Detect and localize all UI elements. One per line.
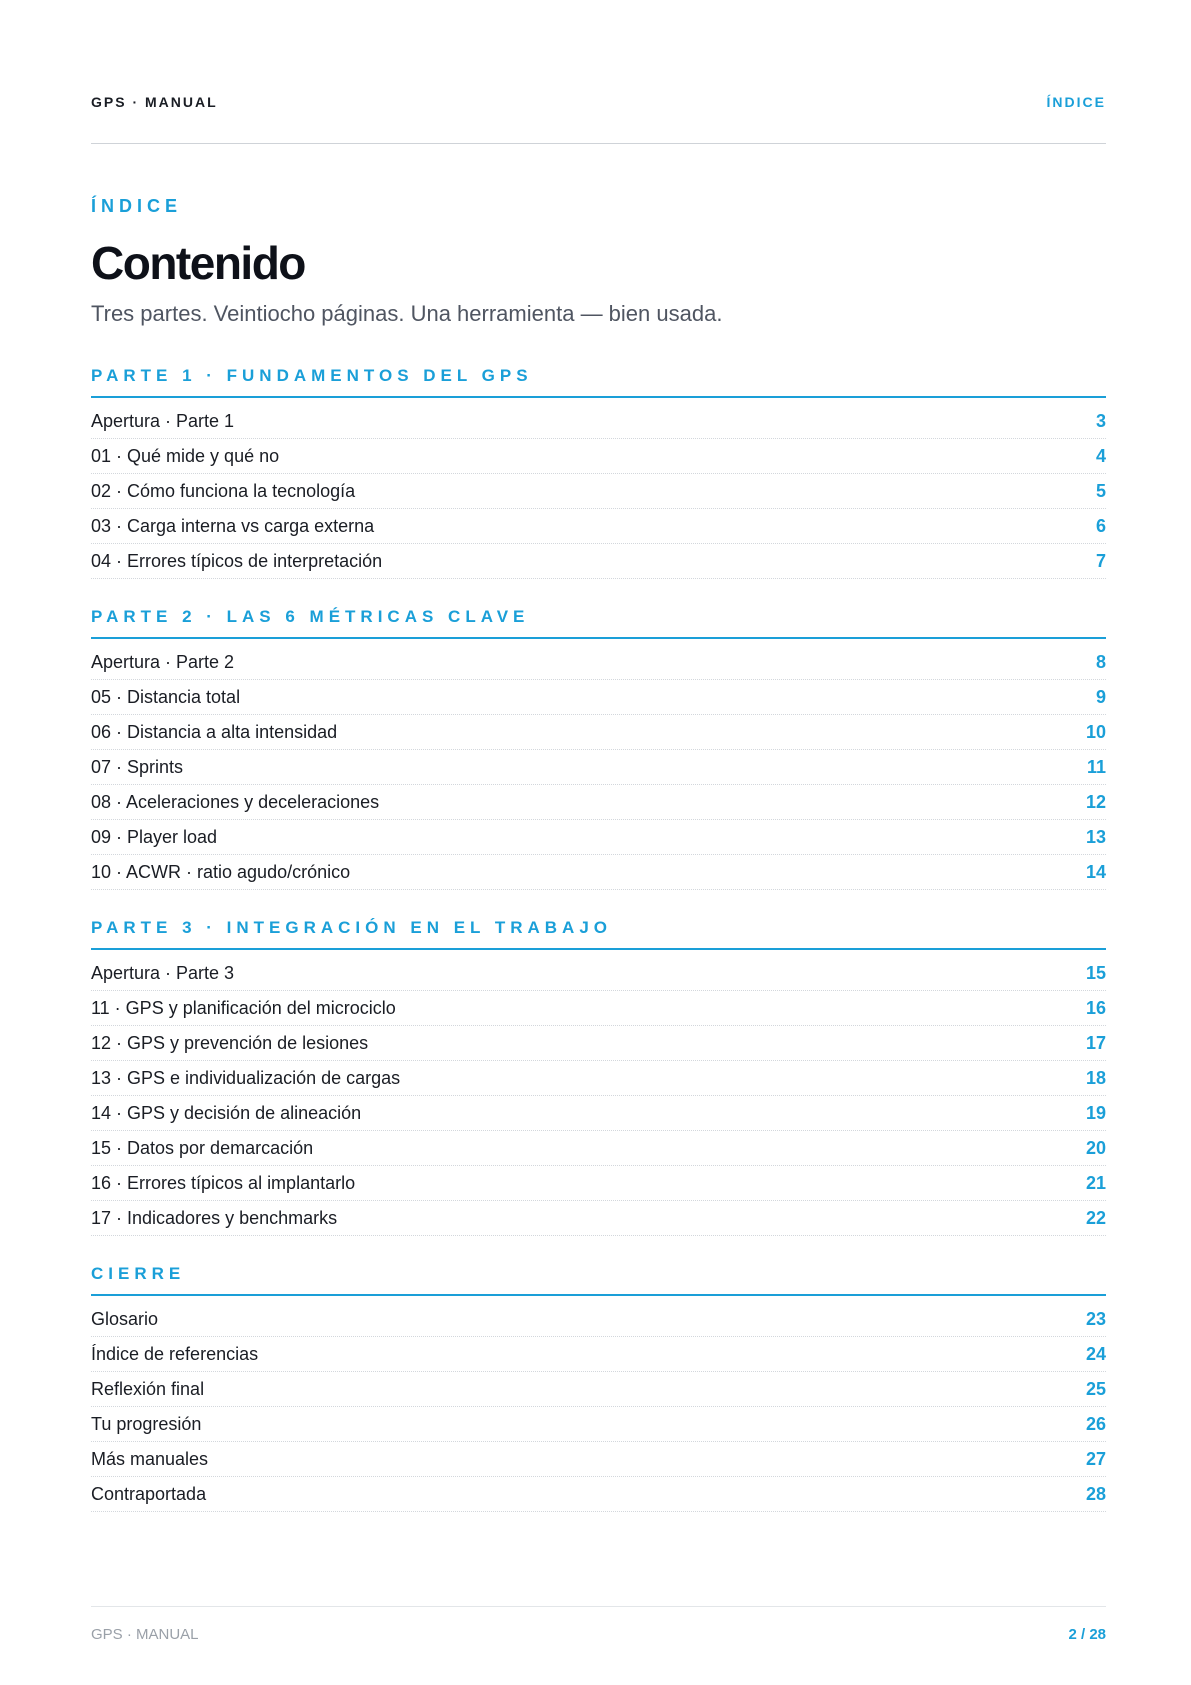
toc-entry[interactable]	[91, 544, 1106, 579]
toc-entry-label: 17 · Indicadores y benchmarks	[91, 1207, 338, 1228]
toc-entry-page-number: 14	[1085, 861, 1106, 882]
toc-entry[interactable]	[91, 474, 1106, 509]
toc-entry[interactable]	[91, 1337, 1106, 1372]
toc-entry[interactable]	[91, 1201, 1106, 1236]
toc-entry-page-number: 16	[1085, 997, 1106, 1018]
toc-entry[interactable]	[91, 439, 1106, 474]
footer-page-indicator: 2 / 28	[1068, 1626, 1106, 1643]
toc-entry-page-number: 8	[1095, 651, 1106, 672]
toc-entry-label: 05 · Distancia total	[91, 686, 241, 707]
page-title: Contenido	[91, 237, 305, 289]
toc-entry-page-number: 13	[1085, 826, 1106, 847]
toc-entry-label: Índice de referencias	[91, 1343, 259, 1364]
toc-section	[91, 912, 1106, 1236]
toc-entry[interactable]	[91, 785, 1106, 820]
toc-entry-page-number: 5	[1095, 480, 1106, 501]
toc-entry-label: 08 · Aceleraciones y deceleraciones	[91, 791, 380, 812]
eyebrow: ÍNDICE	[91, 196, 183, 216]
toc-entry[interactable]	[91, 855, 1106, 890]
toc-entry[interactable]	[91, 1026, 1106, 1061]
toc-entry[interactable]	[91, 1131, 1106, 1166]
toc-entry-label: Contraportada	[91, 1483, 207, 1504]
toc-entry-label: 03 · Carga interna vs carga externa	[91, 515, 375, 536]
toc-entry-label: 09 · Player load	[91, 826, 218, 847]
toc-entry[interactable]	[91, 820, 1106, 855]
toc-entry[interactable]	[91, 680, 1106, 715]
header-divider	[91, 143, 1106, 144]
toc-entry-label: Apertura · Parte 1	[91, 410, 235, 431]
table-of-contents	[91, 360, 1106, 1512]
toc-entry[interactable]	[91, 956, 1106, 991]
page-header	[91, 94, 1106, 114]
toc-entry-label: Más manuales	[91, 1448, 209, 1469]
header-doc-title: GPS · MANUAL	[91, 94, 218, 110]
toc-entry-page-number: 18	[1085, 1067, 1106, 1088]
toc-entry-page-number: 15	[1085, 962, 1106, 983]
toc-entry-page-number: 20	[1085, 1137, 1106, 1158]
toc-entry-label: Tu progresión	[91, 1413, 202, 1434]
toc-entry[interactable]	[91, 1302, 1106, 1337]
toc-entry-page-number: 17	[1085, 1032, 1106, 1053]
toc-entry[interactable]	[91, 1372, 1106, 1407]
toc-entry-page-number: 10	[1085, 721, 1106, 742]
toc-entry[interactable]	[91, 1166, 1106, 1201]
toc-entry[interactable]	[91, 1096, 1106, 1131]
toc-entry[interactable]	[91, 1442, 1106, 1477]
toc-entry-page-number: 23	[1085, 1308, 1106, 1329]
toc-section	[91, 601, 1106, 890]
toc-entry[interactable]	[91, 645, 1106, 680]
toc-entry[interactable]	[91, 1407, 1106, 1442]
toc-entry-page-number: 7	[1095, 550, 1106, 571]
toc-entry-label: Apertura · Parte 2	[91, 651, 235, 672]
toc-entry-label: 14 · GPS y decisión de alineación	[91, 1102, 362, 1123]
toc-entry-label: Glosario	[91, 1308, 159, 1329]
section-title: PARTE 1 · FUNDAMENTOS DEL GPS	[91, 360, 1106, 398]
toc-entry-page-number: 24	[1085, 1343, 1106, 1364]
header-section-label: ÍNDICE	[1046, 94, 1106, 110]
toc-entry-page-number: 12	[1085, 791, 1106, 812]
page-subtitle: Tres partes. Veintiocho páginas. Una herramienta — bien usada.	[91, 301, 723, 326]
toc-entry-page-number: 21	[1085, 1172, 1106, 1193]
toc-entry-page-number: 25	[1085, 1378, 1106, 1399]
section-title: PARTE 3 · INTEGRACIÓN EN EL TRABAJO	[91, 912, 1106, 950]
footer-divider	[91, 1606, 1106, 1607]
toc-section	[91, 1258, 1106, 1512]
toc-entry-page-number: 3	[1095, 410, 1106, 431]
toc-entry-label: 15 · Datos por demarcación	[91, 1137, 314, 1158]
toc-entry-label: 16 · Errores típicos al implantarlo	[91, 1172, 356, 1193]
toc-entry-page-number: 27	[1085, 1448, 1106, 1469]
toc-entry-label: 04 · Errores típicos de interpretación	[91, 550, 383, 571]
toc-entry[interactable]	[91, 1477, 1106, 1512]
toc-entry-page-number: 9	[1095, 686, 1106, 707]
toc-entry-page-number: 4	[1095, 445, 1106, 466]
toc-entry-page-number: 6	[1095, 515, 1106, 536]
toc-entry[interactable]	[91, 404, 1106, 439]
toc-entry-label: 12 · GPS y prevención de lesiones	[91, 1032, 369, 1053]
toc-entry-page-number: 26	[1085, 1413, 1106, 1434]
toc-entry[interactable]	[91, 750, 1106, 785]
toc-entry-page-number: 22	[1085, 1207, 1106, 1228]
toc-entry-page-number: 28	[1085, 1483, 1106, 1504]
toc-entry-label: 11 · GPS y planificación del microciclo	[91, 997, 396, 1018]
page	[91, 0, 1106, 1685]
footer-doc-title: GPS · MANUAL	[91, 1626, 199, 1643]
toc-entry-label: 02 · Cómo funciona la tecnología	[91, 480, 356, 501]
toc-entry[interactable]	[91, 991, 1106, 1026]
toc-entry-label: 01 · Qué mide y qué no	[91, 445, 280, 466]
toc-entry-page-number: 11	[1086, 756, 1106, 777]
toc-entry-label: 13 · GPS e individualización de cargas	[91, 1067, 401, 1088]
section-title: CIERRE	[91, 1258, 1106, 1296]
toc-entry-label: Apertura · Parte 3	[91, 962, 235, 983]
toc-entry-label: 10 · ACWR · ratio agudo/crónico	[91, 861, 351, 882]
toc-entry[interactable]	[91, 715, 1106, 750]
toc-entry-label: Reflexión final	[91, 1378, 205, 1399]
toc-entry-label: 07 · Sprints	[91, 756, 184, 777]
toc-entry[interactable]	[91, 509, 1106, 544]
toc-section	[91, 360, 1106, 579]
toc-entry-label: 06 · Distancia a alta intensidad	[91, 721, 338, 742]
section-spacer	[91, 1236, 1106, 1258]
section-title: PARTE 2 · LAS 6 MÉTRICAS CLAVE	[91, 601, 1106, 639]
section-spacer	[91, 579, 1106, 601]
section-spacer	[91, 890, 1106, 912]
toc-entry[interactable]	[91, 1061, 1106, 1096]
toc-entry-page-number: 19	[1085, 1102, 1106, 1123]
